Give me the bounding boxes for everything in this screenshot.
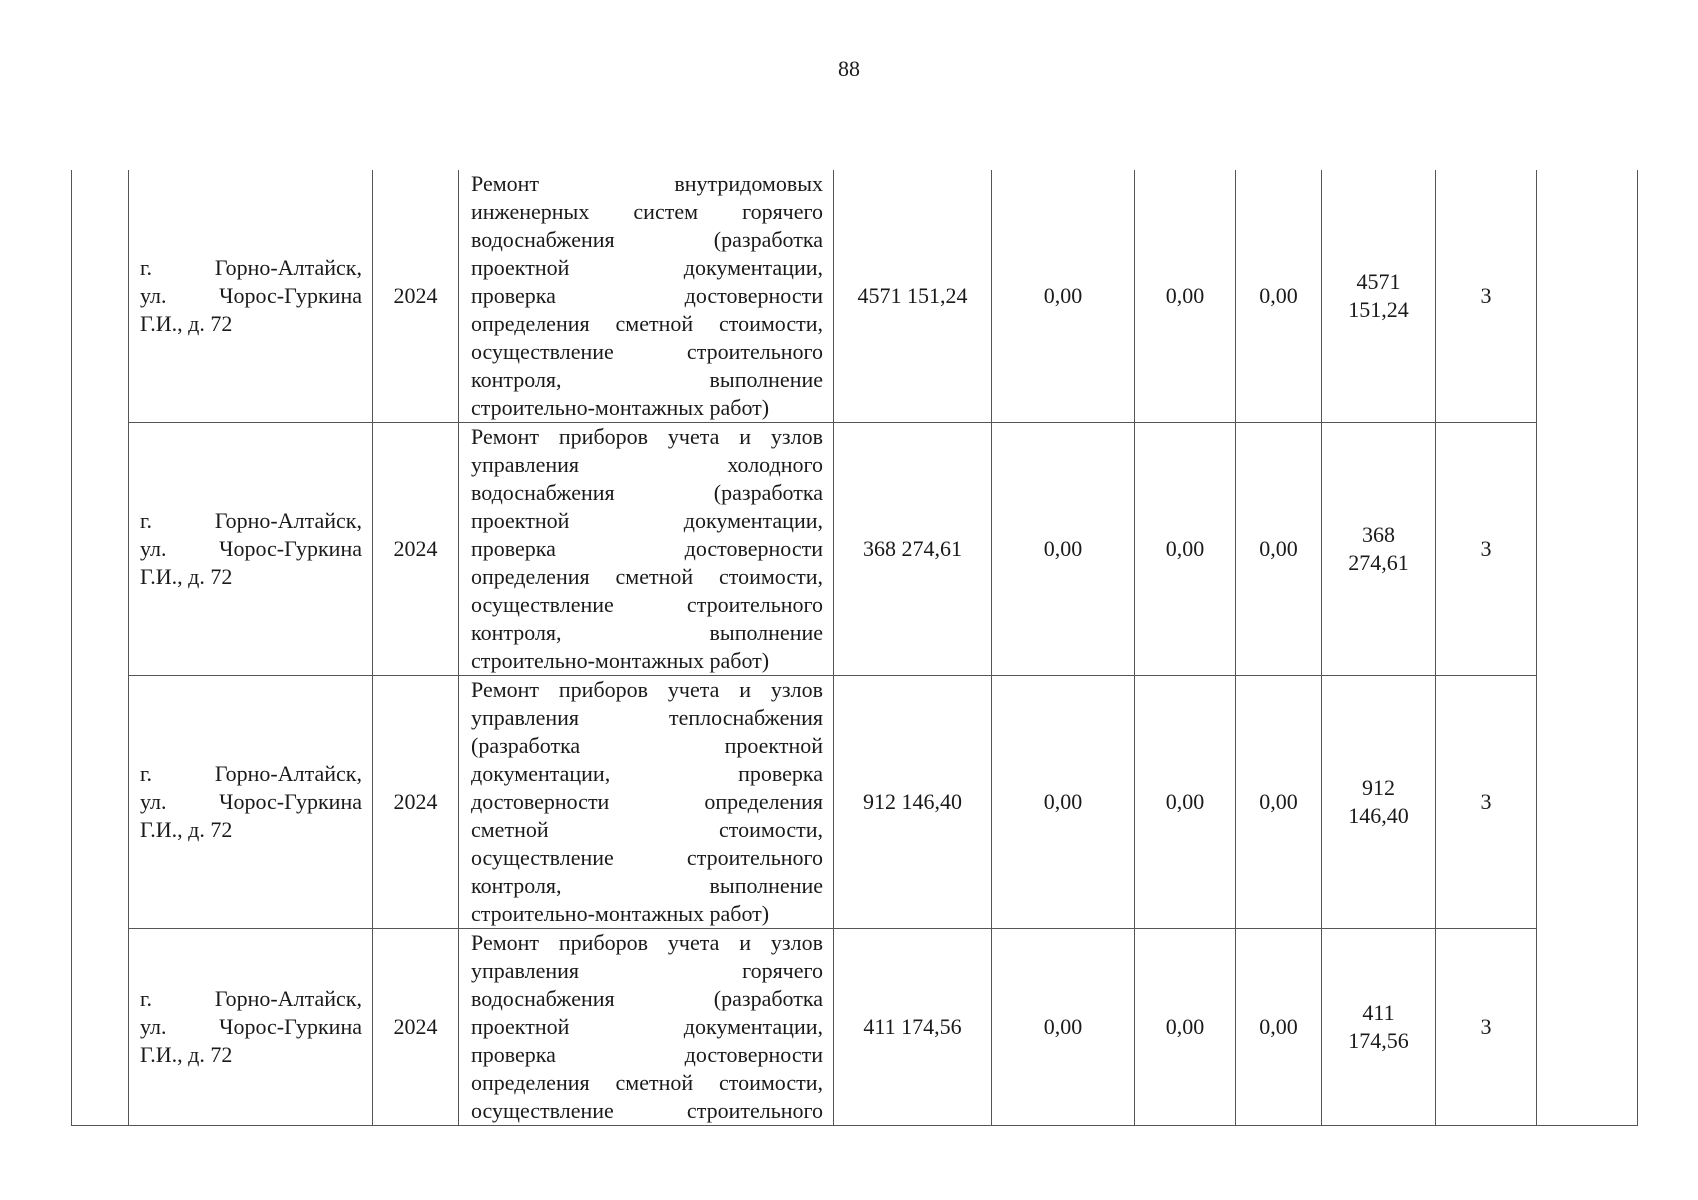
work-line: сметной стоимости,	[471, 817, 823, 842]
address-cell	[129, 170, 373, 423]
address-line: ул. Чорос-Гуркина	[140, 283, 362, 308]
work-line: проверка достоверности	[471, 1042, 823, 1067]
work-line: проектной документации,	[471, 1014, 823, 1039]
work-line: осуществление строительного	[471, 1098, 823, 1123]
address-line: г. Горно-Алтайск,	[140, 761, 362, 786]
work-line: проверка достоверности	[471, 536, 823, 561]
work-description-cell	[459, 170, 834, 423]
year-cell: 2024	[373, 423, 459, 676]
table-row	[72, 170, 1638, 423]
amount-a-cell: 0,00	[992, 676, 1135, 929]
work-line: управления горячего	[471, 958, 823, 983]
address-line: ул. Чорос-Гуркина	[140, 1014, 362, 1039]
works-table	[71, 170, 1638, 1126]
amount-c-cell: 0,00	[1236, 170, 1322, 423]
work-line: определения сметной стоимости,	[471, 564, 823, 589]
amount-c-cell: 0,00	[1236, 423, 1322, 676]
work-line: достоверности определения	[471, 789, 823, 814]
table-row	[72, 929, 1638, 1126]
work-line: контроля, выполнение	[471, 367, 823, 392]
amount-b-cell: 0,00	[1135, 423, 1236, 676]
code-cell: 3	[1436, 929, 1537, 1126]
address-line: Г.И., д. 72	[140, 564, 233, 589]
code-cell: 3	[1436, 170, 1537, 423]
address-line: ул. Чорос-Гуркина	[140, 536, 362, 561]
work-line: осуществление строительного	[471, 339, 823, 364]
work-line: документации, проверка	[471, 761, 823, 786]
address-line: Г.И., д. 72	[140, 817, 233, 842]
total-line: 146,40	[1348, 803, 1409, 828]
work-line: Ремонт приборов учета и узлов	[471, 930, 823, 955]
work-line: инженерных систем горячего	[471, 199, 823, 224]
address-line: Г.И., д. 72	[140, 311, 233, 336]
total-line: 174,56	[1348, 1028, 1409, 1053]
amount-c-cell: 0,00	[1236, 676, 1322, 929]
total-cell	[1322, 929, 1436, 1126]
total-line: 274,61	[1348, 550, 1409, 575]
work-line: контроля, выполнение	[471, 873, 823, 898]
amount-b-cell: 0,00	[1135, 676, 1236, 929]
work-line: управления теплоснабжения	[471, 705, 823, 730]
address-line: г. Горно-Алтайск,	[140, 986, 362, 1011]
work-line: строительно-монтажных работ)	[471, 901, 770, 926]
total-line: 912	[1362, 775, 1395, 800]
total-cell	[1322, 170, 1436, 423]
cost-cell: 368 274,61	[834, 423, 992, 676]
amount-a-cell: 0,00	[992, 170, 1135, 423]
work-line: контроля, выполнение	[471, 620, 823, 645]
merged-last-cell	[1537, 170, 1638, 1126]
year-cell: 2024	[373, 929, 459, 1126]
amount-b-cell: 0,00	[1135, 929, 1236, 1126]
work-line: проектной документации,	[471, 508, 823, 533]
work-line: Ремонт приборов учета и узлов	[471, 677, 823, 702]
amount-b-cell: 0,00	[1135, 170, 1236, 423]
year-cell: 2024	[373, 676, 459, 929]
address-cell	[129, 423, 373, 676]
page-number: 88	[838, 56, 860, 81]
work-line: управления холодного	[471, 452, 823, 477]
work-line: определения сметной стоимости,	[471, 1070, 823, 1095]
code-cell: 3	[1436, 676, 1537, 929]
work-line: проектной документации,	[471, 255, 823, 280]
amount-c-cell: 0,00	[1236, 929, 1322, 1126]
work-line: водоснабжения (разработка	[471, 480, 823, 505]
work-description-cell	[459, 423, 834, 676]
total-cell	[1322, 676, 1436, 929]
work-line: осуществление строительного	[471, 845, 823, 870]
cost-cell: 411 174,56	[834, 929, 992, 1126]
year-cell: 2024	[373, 170, 459, 423]
amount-a-cell: 0,00	[992, 423, 1135, 676]
table-row	[72, 676, 1638, 929]
cost-cell: 912 146,40	[834, 676, 992, 929]
code-cell: 3	[1436, 423, 1537, 676]
merged-index-cell	[72, 170, 129, 1126]
total-line: 4571	[1356, 269, 1401, 294]
work-line: водоснабжения (разработка	[471, 986, 823, 1011]
work-line: водоснабжения (разработка	[471, 227, 823, 252]
work-line: Ремонт приборов учета и узлов	[471, 424, 823, 449]
address-cell	[129, 929, 373, 1126]
address-line: Г.И., д. 72	[140, 1042, 233, 1067]
work-line: строительно-монтажных работ)	[471, 648, 770, 673]
work-line: осуществление строительного	[471, 592, 823, 617]
work-line: Ремонт внутридомовых	[471, 171, 823, 196]
total-line: 411	[1362, 1000, 1395, 1025]
work-line: (разработка проектной	[471, 733, 823, 758]
work-line: проверка достоверности	[471, 283, 823, 308]
total-line: 368	[1362, 522, 1395, 547]
address-cell	[129, 676, 373, 929]
table-row	[72, 423, 1638, 676]
address-line: г. Горно-Алтайск,	[140, 508, 362, 533]
address-line: ул. Чорос-Гуркина	[140, 789, 362, 814]
cost-cell: 4571 151,24	[834, 170, 992, 423]
total-cell	[1322, 423, 1436, 676]
work-description-cell	[459, 929, 834, 1126]
work-description-cell	[459, 676, 834, 929]
work-line: определения сметной стоимости,	[471, 311, 823, 336]
work-line: строительно-монтажных работ)	[471, 395, 770, 420]
address-line: г. Горно-Алтайск,	[140, 255, 362, 280]
amount-a-cell: 0,00	[992, 929, 1135, 1126]
total-line: 151,24	[1348, 297, 1409, 322]
